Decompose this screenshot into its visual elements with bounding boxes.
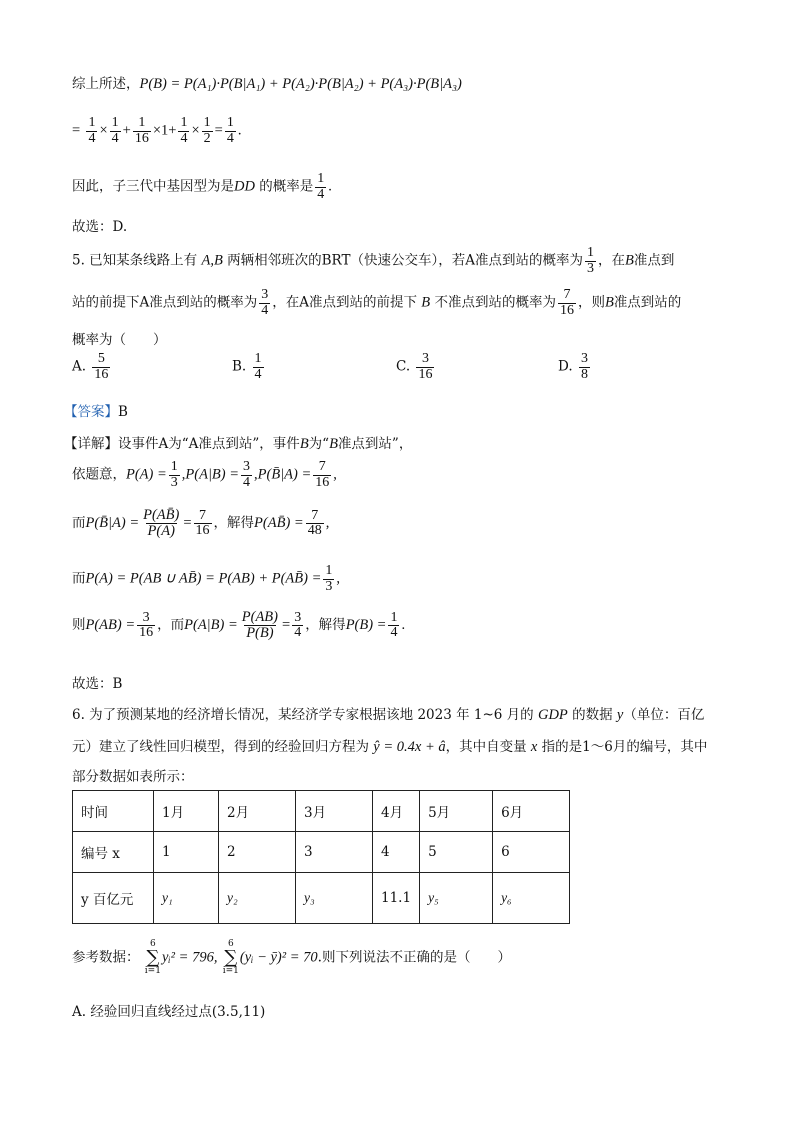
table-cell: 2 bbox=[219, 832, 296, 873]
table-cell: 6月 bbox=[493, 791, 570, 832]
table-cell: y₁ bbox=[154, 873, 219, 924]
eq-union: 而P(A) = P(AB ∪ AB̄) = P(AB) + P(AB̄) = $\frac{1}{3}$ , bbox=[72, 563, 341, 594]
q6-line2: 元）建立了线性回归模型，得到的经验回归方程为 ŷ = 0.4x + â，其中自变量 x 指的是1～6月的编号，其中 bbox=[72, 739, 708, 755]
table-cell: 5 bbox=[420, 832, 493, 873]
frac-1-16: $\frac{1}{16}$ bbox=[134, 115, 149, 146]
table-cell: y₆ bbox=[493, 873, 570, 924]
table-cell: 3 bbox=[296, 832, 373, 873]
sum-operator: 6 ∑ i=1 bbox=[144, 939, 161, 976]
frac-1-4: $\frac{1}{4}$ bbox=[88, 115, 96, 146]
q6-line3: 部分数据如表所示： bbox=[72, 769, 194, 785]
q5-option-d[interactable]: D. $\frac{3}{8}$ bbox=[558, 351, 588, 382]
frac-1-4: $\frac{1}{4}$ bbox=[111, 115, 119, 146]
eq-solve-abbar: 而P(B̄|A) = $\frac{P(AB̄)}{P(A)}$ = $\frac{7}{16}$ ，解得P(AB̄) = $\frac{7}{48}$ , bbox=[72, 507, 330, 540]
table-cell: y₅ bbox=[420, 873, 493, 924]
data-table bbox=[72, 790, 570, 924]
detail: 【详解】设事件A为“A准点到站”，事件B为“B准点到站”， bbox=[64, 436, 413, 452]
line-calc: = $\frac{1}{4}$ × $\frac{1}{4}$ + $\frac{1}{16}$ ×1+ $\frac{1}{4}$ × $\frac{1}{2}$ = $\frac{1}{4}$ . bbox=[72, 115, 242, 146]
table-cell: 6 bbox=[493, 832, 570, 873]
text: 的概率是 bbox=[254, 178, 314, 195]
ref-data: 参考数据： 6 ∑ i=1 yᵢ² = 796, 6 ∑ i=1 (yᵢ − ȳ)² = 70.则下列说法不正确的是（ ） bbox=[72, 939, 511, 976]
eq-sign: = bbox=[72, 122, 81, 139]
q5-line1: 5. 已知某条线路上有 A,B 两辆相邻班次的BRT（快速公交车），若A准点到站的概率为 $\frac{1}{3}$ ，在B准点到 bbox=[72, 245, 675, 276]
line-total-prob bbox=[72, 72, 462, 93]
table-row bbox=[73, 791, 570, 832]
q5-line2: 站的前提下A准点到站的概率为 $\frac{3}{4}$ ，在A准点到站的前提下 B 不准点到站的概率为 $\frac{7}{16}$ ，则B准点到站的 bbox=[72, 287, 682, 318]
q5-option-c[interactable]: C. $\frac{3}{16}$ bbox=[396, 351, 433, 382]
select-d: 故选：D. bbox=[72, 219, 128, 235]
frac-7-16: $\frac{7}{16}$ bbox=[559, 287, 574, 318]
frac-1-4: $\frac{1}{4}$ bbox=[226, 115, 234, 146]
frac-1-2: $\frac{1}{2}$ bbox=[203, 115, 211, 146]
table-cell: 4月 bbox=[373, 791, 420, 832]
table-cell: 11.1 bbox=[373, 873, 420, 924]
eq-final: 则P(AB) = $\frac{3}{16}$ ，而P(A|B) = $\frac{P(AB)}{P(B)}$ = $\frac{3}{4}$ ，解得P(B) = $\frac{1}{4}$ . bbox=[72, 609, 406, 642]
q6-line1: 6. 为了预测某地的经济增长情况，某经济学专家根据该地 2023 年 1~6 月的 GDP 的数据 y（单位：百亿 bbox=[72, 707, 705, 723]
answer: 【答案】B bbox=[64, 404, 128, 420]
table-cell: 3月 bbox=[296, 791, 373, 832]
q5-option-b[interactable]: B. $\frac{1}{4}$ bbox=[232, 351, 262, 382]
text: 因此，子三代中基因型为是 bbox=[72, 178, 234, 195]
sum-operator: 6 ∑ i=1 bbox=[222, 939, 239, 976]
table-cell: 时间 bbox=[73, 791, 154, 832]
frac-1-4: $\frac{1}{4}$ bbox=[317, 171, 325, 202]
table-row bbox=[73, 832, 570, 873]
table-cell: 1 bbox=[154, 832, 219, 873]
table-cell: 5月 bbox=[420, 791, 493, 832]
eq-given: 依题意，P(A) = $\frac{1}{3}$ ,P(A|B) = $\frac{3}{4}$ ,P(B̄|A) = $\frac{7}{16}$ , bbox=[72, 459, 337, 490]
table-cell: y₂ bbox=[219, 873, 296, 924]
q6-option-a[interactable]: A. 经验回归直线经过点(3.5,11) bbox=[72, 1004, 266, 1020]
select-b: 故选：B bbox=[72, 676, 123, 692]
formula: P(B) = P(A₁)·P(B|A₁) + P(A₂)·P(B|A₂) + P(A₃)·P(B|A₃) bbox=[139, 76, 462, 92]
frac-3-4: $\frac{3}{4}$ bbox=[261, 287, 269, 318]
table-cell: 2月 bbox=[219, 791, 296, 832]
table-cell: 1月 bbox=[154, 791, 219, 832]
table-cell: y 百亿元 bbox=[73, 873, 154, 924]
table-cell: y₃ bbox=[296, 873, 373, 924]
q5-option-a[interactable]: A. $\frac{5}{16}$ bbox=[72, 351, 109, 382]
q5-line3: 概率为（ ） bbox=[72, 332, 167, 348]
frac-1-4: $\frac{1}{4}$ bbox=[180, 115, 188, 146]
dd: DD bbox=[234, 178, 255, 195]
line-conclusion: 因此，子三代中基因型为是DD 的概率是 $\frac{1}{4}$ . bbox=[72, 171, 332, 202]
table-row bbox=[73, 873, 570, 924]
text: 综上所述， bbox=[72, 76, 140, 92]
table-cell: 4 bbox=[373, 832, 420, 873]
frac-1-3: $\frac{1}{3}$ bbox=[586, 245, 594, 276]
table-cell: 编号 x bbox=[73, 832, 154, 873]
